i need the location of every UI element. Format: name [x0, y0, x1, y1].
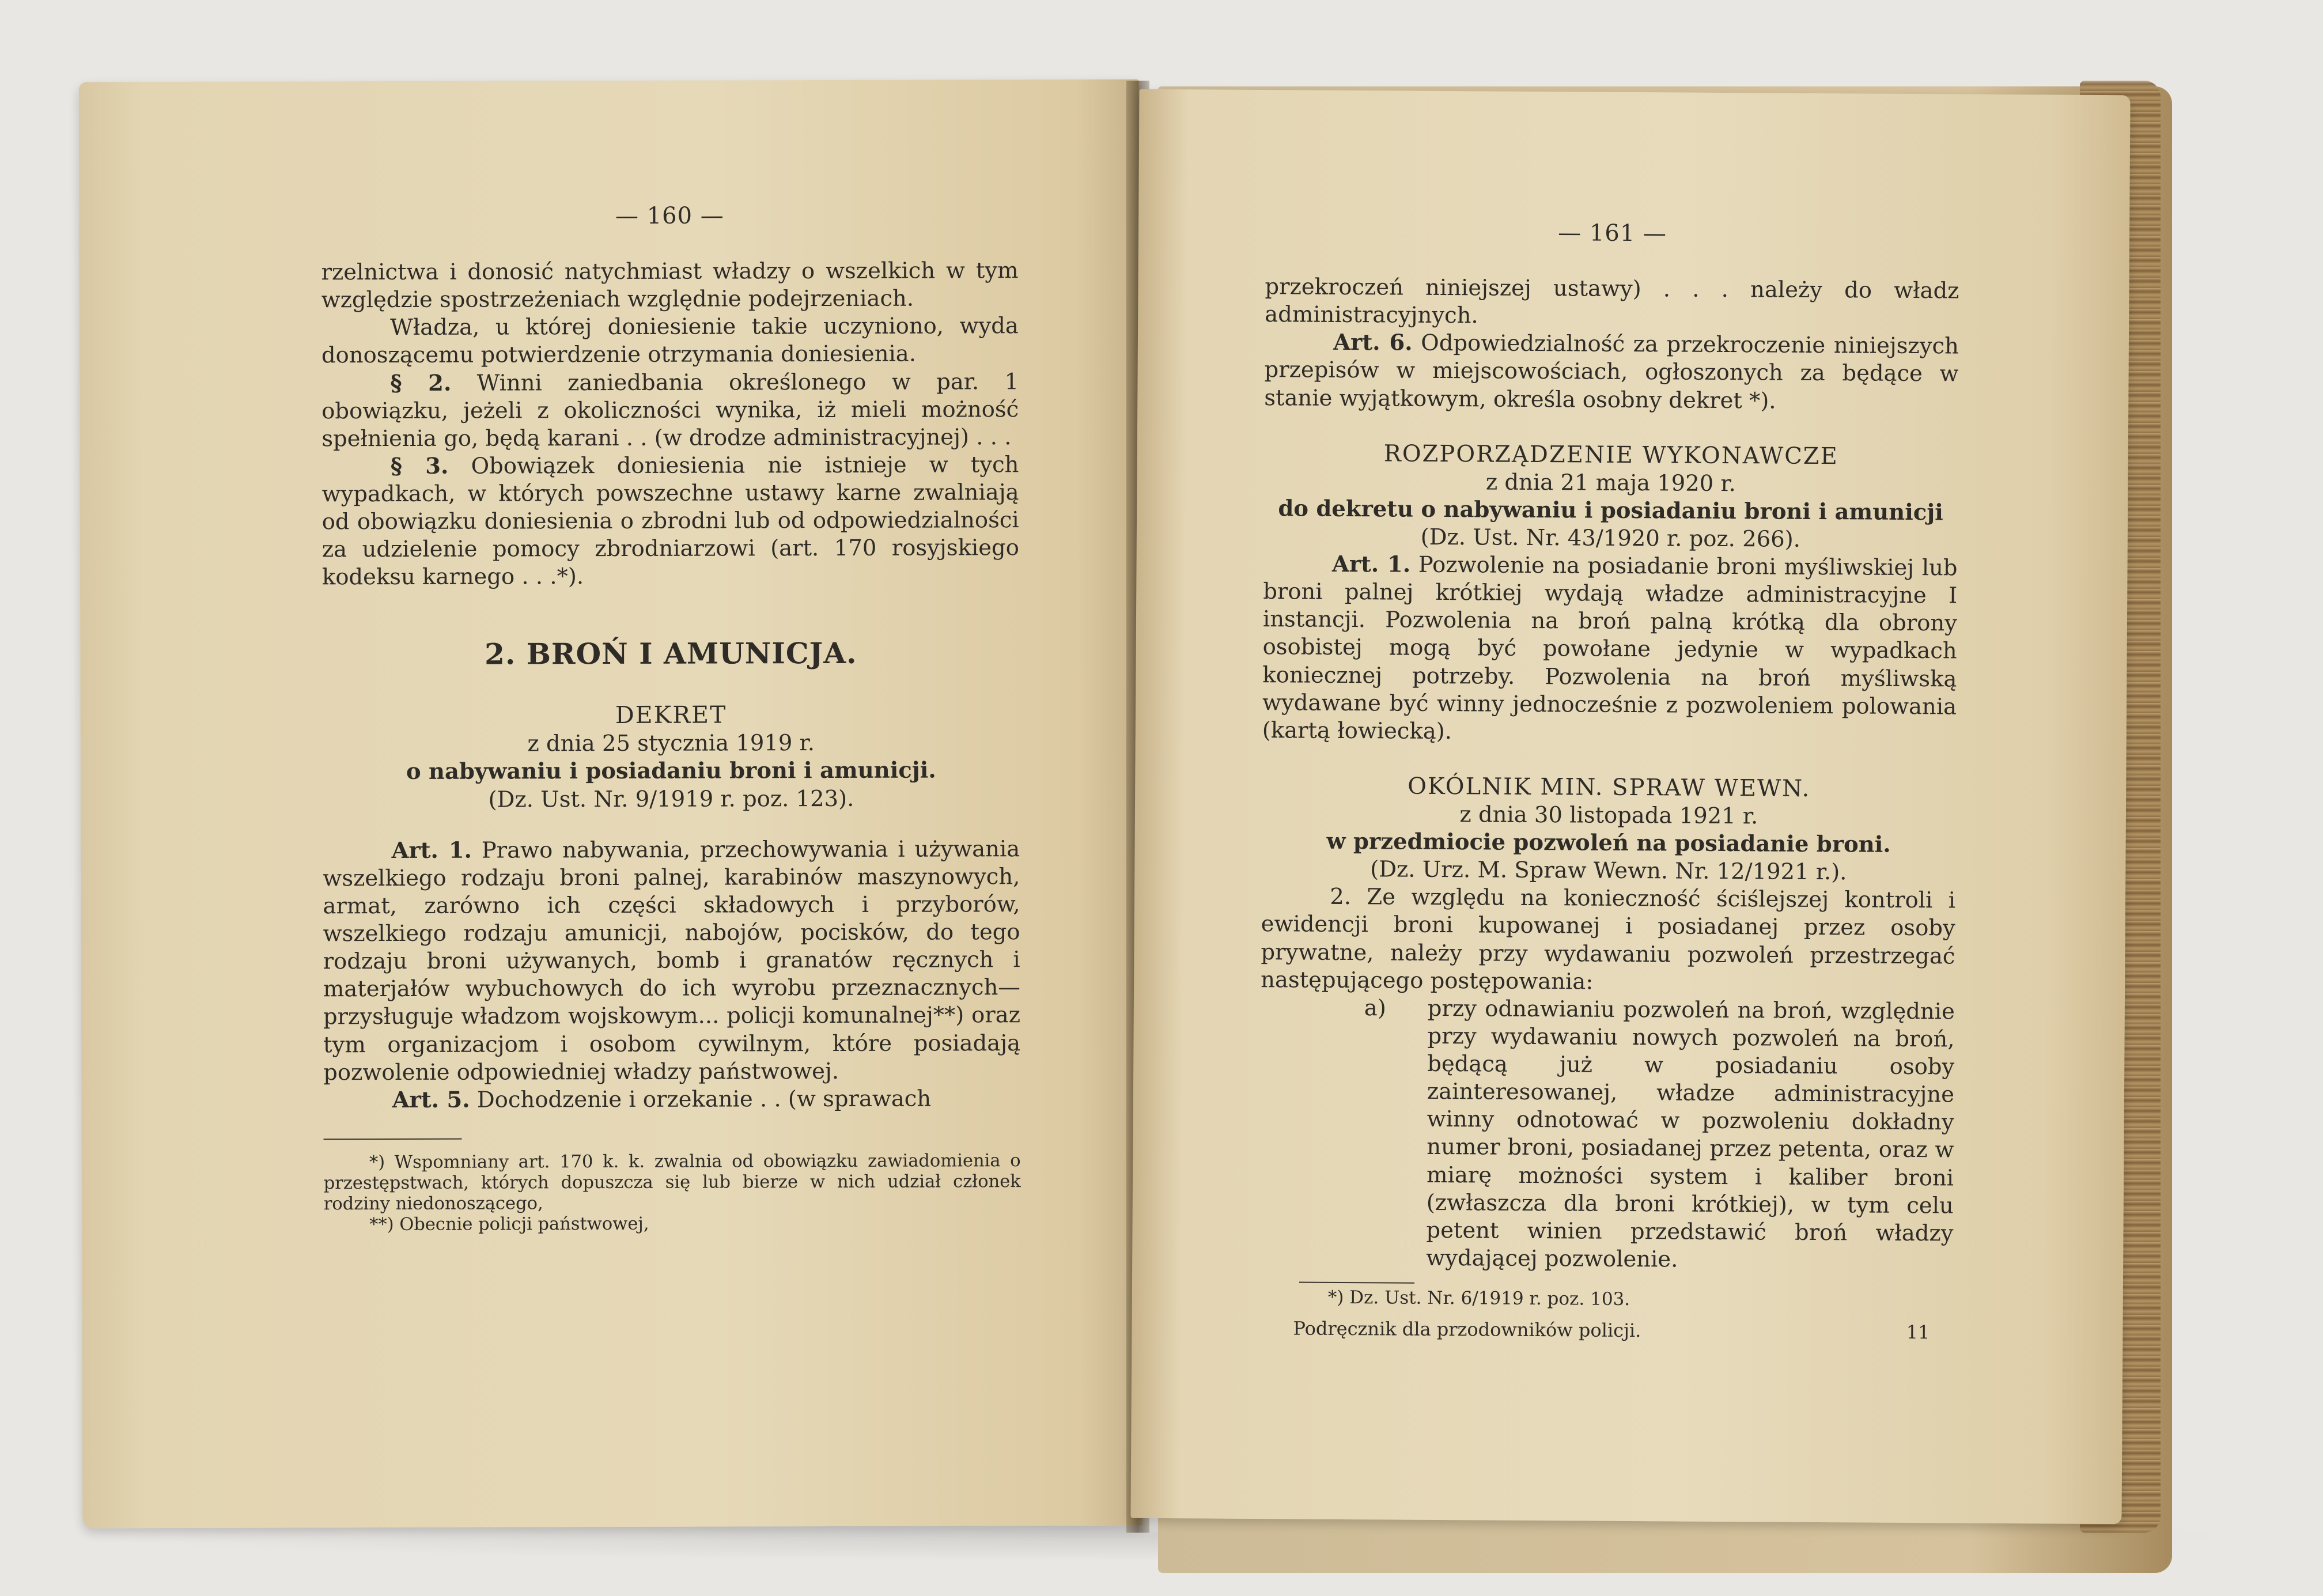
section-text: Winni zaniedbania określonego w par. 1 obowiązku, jeżeli z okoliczności wynika, iż mieli możność spełnienia go, będą karani . . (w drodze administracyjnej) . . .	[321, 368, 1019, 452]
document-source: (Dz. Ust. Nr. 9/1919 r. poz. 123).	[488, 785, 854, 813]
point-text: Ze względu na konieczność ściślejszej kontroli i ewidencji broni kupowanej i posiadanej przez osoby prywatne, należy przy wydawaniu pozwoleń przestrzegać następującego postępowania:	[1261, 884, 1956, 995]
footer-title: Podręcznik dla przodowników policji.	[1293, 1317, 1641, 1341]
article-text: Prawo nabywania, przechowywania i używania wszelkiego rodzaju broni palnej, karabinów maszynowych, armat, zarówno ich części składowych i przyborów, wszelkiego rodzaju amunicji, nabojów, pocisków, do tego rodzaju broni używanych, bomb i granatów ręcznych i materjałów wybuchowych do ich wyrobu przeznacznych—przysługuje władzom wojskowym... policji komunalnej**) oraz tym organizacjom i osobom cywilnym, które posiadają pozwolenie odpowiedniej władzy państwowej.	[323, 835, 1021, 1086]
document-type: OKÓLNIK MIN. SPRAW WEWN.	[1408, 773, 1811, 802]
article-text: Odpowiedzialność za przekroczenie niniejszych przepisów w miejscowościach, ogłoszonych za będące w stanie wyjątkowym, określa osobny dekret *).	[1264, 330, 1959, 414]
article-label: Art. 5.	[392, 1087, 470, 1113]
right-page	[1130, 89, 2130, 1524]
document-type: DEKRET	[615, 701, 727, 729]
page-footer	[1258, 1317, 1953, 1344]
section-paragraph-3	[321, 451, 1019, 592]
footnote: *) Wspomniany art. 170 k. k. zwalnia od obowiązku zawiadomienia o przestępstwach, których dopuszcza się lub bierze w nich udział członek rodziny niedonoszącego,	[323, 1151, 1021, 1215]
paragraph: rzelnictwa i donosić natychmiast władzy o wszelkich w tym względzie spostrzeżeniach względnie podejrzeniach.	[321, 258, 1019, 313]
point-2	[1261, 883, 1955, 998]
document-subject: do dekretu o nabywaniu i posiadaniu broni i amunicji	[1278, 496, 1943, 526]
article-label: Art. 1.	[391, 837, 472, 864]
article-label: Art. 1.	[1331, 551, 1411, 578]
paragraph: przekroczeń niniejszej ustawy) . . . należy do władz administracyjnych.	[1265, 274, 1959, 329]
article-text: Dochodzenie i orzekanie . . (w sprawach	[476, 1086, 932, 1113]
article-5	[323, 1085, 1020, 1114]
footnote: **) Obecnie policji państwowej,	[369, 1213, 649, 1235]
document-type: ROZPORZĄDZENIE WYKONAWCZE	[1383, 440, 1838, 470]
left-page-text	[321, 201, 1021, 1235]
point-label: 2.	[1330, 884, 1352, 910]
left-page	[79, 80, 1143, 1529]
section-number: § 3.	[390, 453, 449, 479]
footnote-divider	[324, 1139, 462, 1140]
list-item	[1259, 994, 1955, 1276]
document-date: z dnia 21 maja 1920 r.	[1485, 469, 1736, 497]
section-text: Obowiązek doniesienia nie istnieje w tych wypadkach, w których powszechne ustawy karne zwalniają od obowiązku doniesienia o zbrodni lub od odpowiedzialności za udzielenie pomocy zbrodniarzowi (art. 170 rosyjskiego kodeksu karnego . . .*).	[321, 452, 1019, 591]
page-number: — 161 —	[1558, 220, 1667, 247]
section-number: § 2.	[390, 370, 452, 396]
article-6	[1264, 328, 1959, 416]
article-label: Art. 6.	[1333, 330, 1413, 356]
page-number: — 160 —	[615, 202, 724, 229]
footnote: *) Dz. Ust. Nr. 6/1919 r. poz. 103.	[1327, 1287, 1630, 1310]
document-source: (Dz. Urz. M. Spraw Wewn. Nr. 12/1921 r.).	[1370, 856, 1847, 886]
article-text: Pozwolenie na posiadanie broni myśliwskiej lub broni palnej krótkiej wydają władze administracyjne I instancji. Pozwolenia na broń palną krótką dla obrony osobistej mogą być powołane jedynie w wypadkach koniecznej potrzeby. Pozwolenia na broń myśliwską wydawane być winny jednocześnie z pozwoleniem polowania (kartą łowiecką).	[1262, 551, 1958, 744]
footnotes	[324, 1151, 1021, 1235]
document-date: z dnia 30 listopada 1921 r.	[1459, 801, 1758, 830]
list-text: przy odnawianiu pozwoleń na broń, względnie przy wydawaniu nowych pozwoleń na broń, będącą już w posiadaniu osoby zainteresowanej, władze administracyjne winny odnotować w pozwoleniu dokładny numer broni, posiadanej przez petenta, oraz w miarę możności system i kaliber broni (zwłaszcza dla broni krótkiej), w tym celu petent winien przedstawić broń władzy wydającej pozwolenie.	[1426, 995, 1955, 1273]
right-page-text	[1258, 217, 1959, 1344]
footer-signature: 11	[1906, 1321, 1930, 1343]
document-date: z dnia 25 stycznia 1919 r.	[527, 730, 815, 757]
article-1	[323, 835, 1020, 1087]
paragraph: Władza, u której doniesienie takie uczyniono, wyda donoszącemu potwierdzenie otrzymania doniesienia.	[321, 313, 1019, 369]
footnote-divider	[1299, 1282, 1414, 1284]
document-subject: w przedmiocie pozwoleń na posiadanie broni.	[1326, 828, 1891, 858]
list-letter: a)	[1364, 994, 1386, 1022]
section-paragraph-2	[321, 368, 1019, 453]
document-source: (Dz. Ust. Nr. 43/1920 r. poz. 266).	[1420, 524, 1801, 553]
document-subject: o nabywaniu i posiadaniu broni i amunicji.	[406, 757, 936, 785]
chapter-heading: 2. BROŃ I AMUNICJA.	[485, 636, 857, 671]
article-1	[1262, 550, 1958, 748]
